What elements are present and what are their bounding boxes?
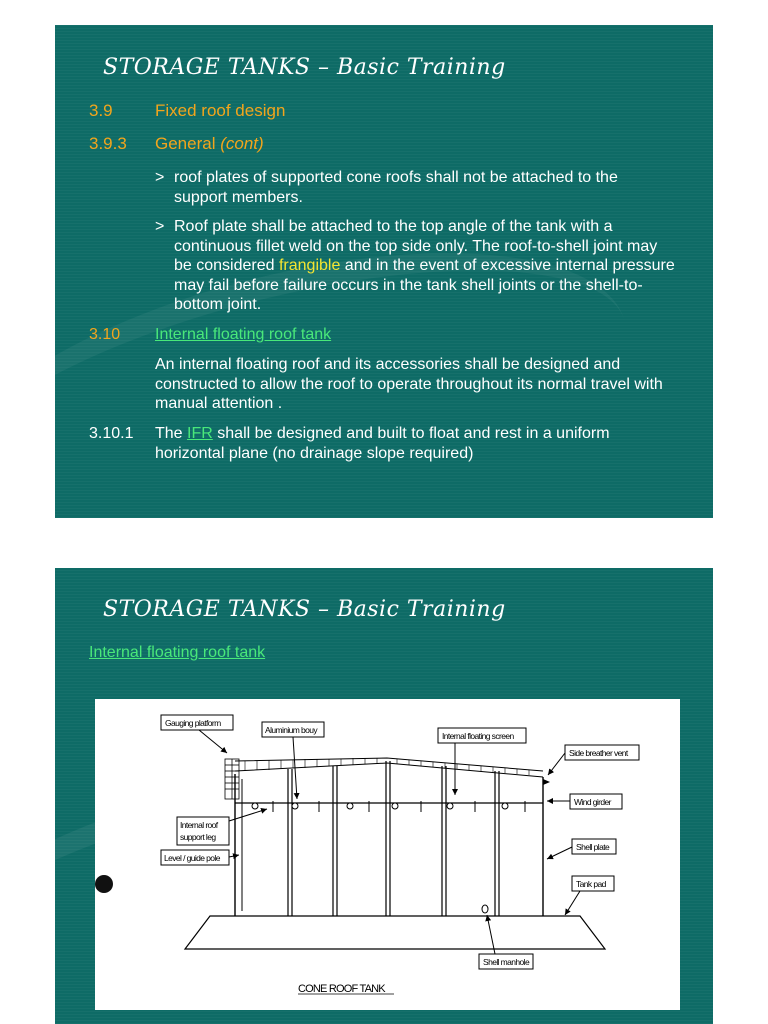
gauging-platform-shape — [225, 759, 239, 799]
cone-roof-tank-diagram — [95, 699, 680, 1010]
section-3-10-link[interactable]: Internal floating roof tank — [155, 326, 332, 343]
cone-roof-truss — [235, 758, 543, 777]
section-3-10-1-number: 3.10.1 — [89, 425, 134, 442]
bullet-2-text — [174, 217, 679, 315]
slide-title: STORAGE TANKS – Basic Training — [103, 597, 506, 622]
label-roof-support-leg-2: support leg — [180, 832, 216, 842]
label-shell-manhole: Shell manhole — [483, 957, 530, 967]
label-wind-girder: Wind girder — [574, 797, 611, 807]
section-3-9-3-title: General — [155, 134, 216, 153]
section-3-9-3-cont: (cont) — [220, 134, 264, 153]
section-3-9-number: 3.9 — [89, 101, 113, 120]
roof-support-columns — [288, 761, 499, 916]
slide-2 — [55, 568, 713, 1024]
bullet-2-post: and in the event of excessive internal pressure may fail before failure occurs in the tank shell joints or the shell-to-bottom joint. — [174, 257, 675, 313]
subtitle-link[interactable]: Internal floating roof tank — [89, 644, 266, 661]
diagram-caption: CONE ROOF TANK — [298, 983, 385, 995]
manhole-shape — [482, 905, 488, 913]
side-vent-shape — [543, 779, 550, 785]
section-3-10-number: 3.10 — [89, 326, 121, 343]
bullet-2-pre: Roof plate shall be attached to the top angle of the tank with a continuous fillet weld on the top side only. The roof-to-shell joint may be considered — [174, 218, 658, 274]
bullet-1-marker: > — [155, 169, 165, 186]
ifr-link[interactable]: IFR — [187, 425, 213, 442]
section-3-10-text: An internal floating roof and its accessories shall be designed and constructed to allow the roof to operate throughout its normal travel with manual attention . — [155, 356, 663, 412]
bullet-2-marker: > — [155, 218, 165, 235]
label-roof-support-leg-1: Internal roof — [180, 820, 218, 830]
section-3-9-title: Fixed roof design — [155, 101, 286, 120]
bullet-dot — [95, 875, 113, 893]
section-3-10-1-pre: The — [155, 425, 183, 442]
label-tank-pad: Tank pad — [576, 879, 606, 889]
label-gauging-platform: Gauging platform — [165, 718, 221, 728]
label-internal-floating-screen: Internal floating screen — [442, 731, 514, 741]
label-level-guide-pole: Level / guide pole — [164, 853, 220, 863]
section-3-9-3-heading — [155, 134, 264, 154]
label-aluminium-buoy: Aluminium bouy — [265, 725, 318, 735]
slide-title: STORAGE TANKS – Basic Training — [103, 55, 506, 80]
tank-drawing — [95, 699, 680, 1010]
slide-1 — [55, 25, 713, 518]
label-side-breather-vent: Side breather vent — [569, 748, 628, 758]
section-3-10-1-text — [155, 424, 675, 463]
frangible-highlight: frangible — [278, 257, 341, 274]
section-3-10-1-post: shall be designed and built to float and rest in a uniform horizontal plane (no drainage slope required) — [155, 425, 610, 462]
section-3-9-3-number: 3.9.3 — [89, 134, 127, 153]
bullet-1-text: roof plates of supported cone roofs shall not be attached to the support members. — [174, 169, 618, 206]
tank-pad-shape — [185, 916, 605, 949]
label-shell-plate: Shell plate — [576, 842, 610, 852]
